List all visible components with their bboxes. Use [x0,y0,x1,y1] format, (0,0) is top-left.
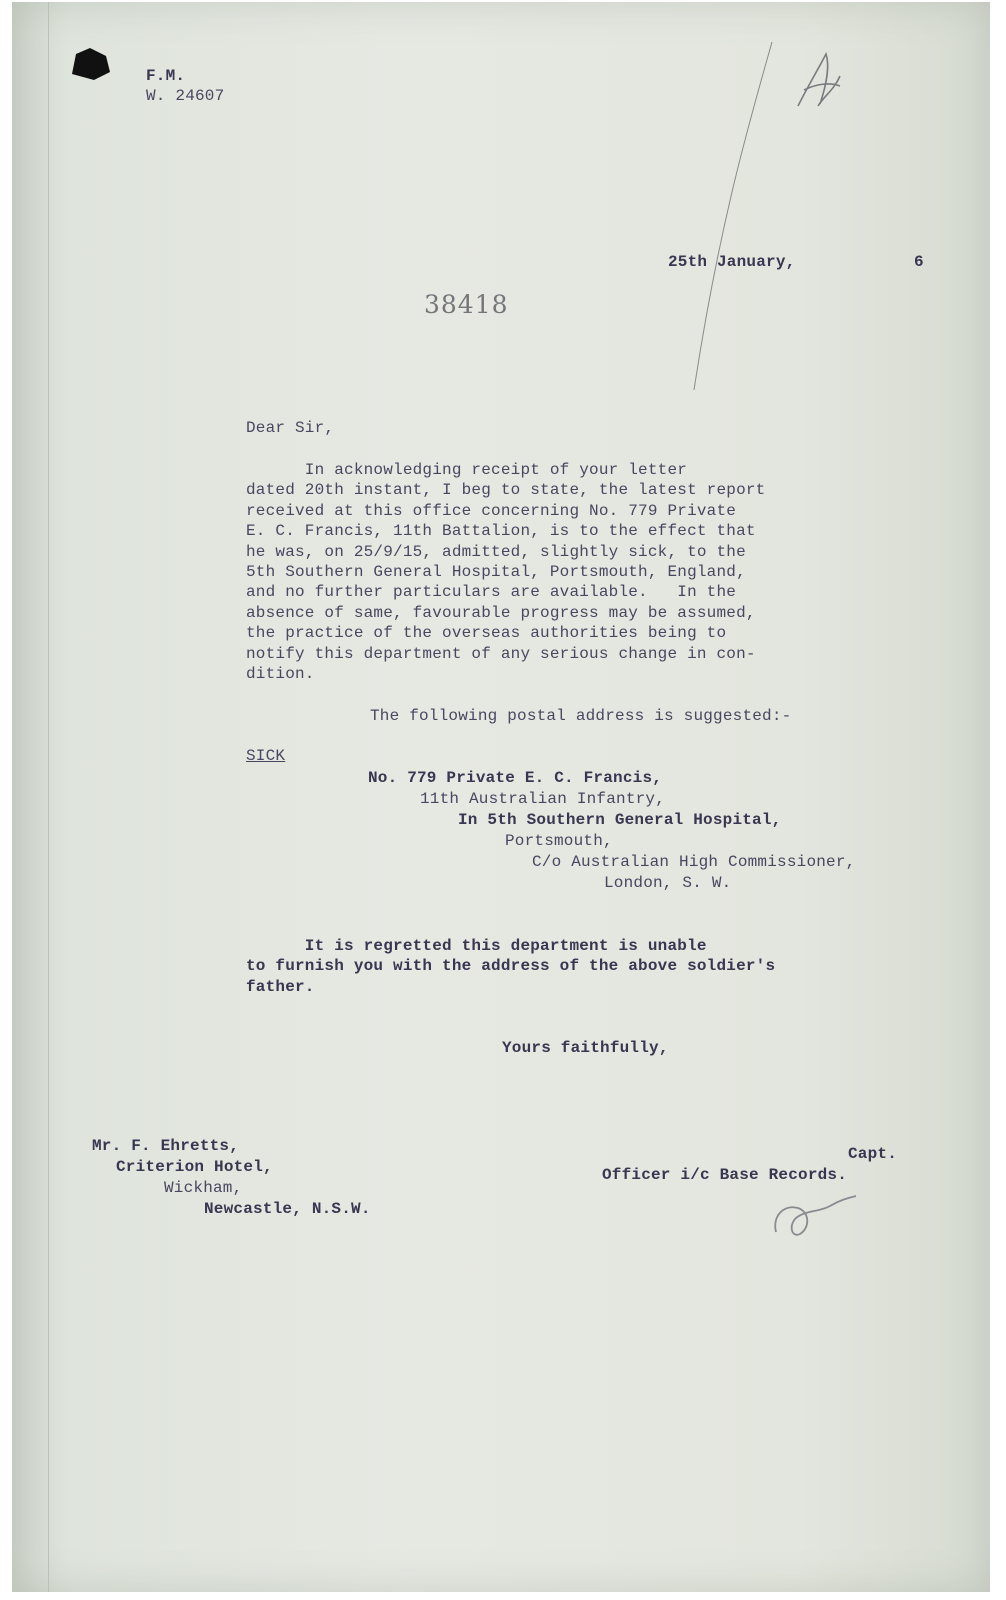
recipient-line-3: Wickham, [164,1179,243,1197]
recipient-line-1: Mr. F. Ehretts, [92,1137,240,1155]
reference-line-1: F.M. [146,67,186,85]
margin-note-sick: SICK [246,747,286,765]
signature-scribble-mark [770,1192,860,1242]
address-line-6: London, S. W. [604,874,732,892]
address-line-1: No. 779 Private E. C. Francis, [368,769,663,787]
page-fold-line [48,2,49,1592]
reference-line-2: W. 24607 [146,87,225,105]
address-line-5: C/o Australian High Commissioner, [532,853,856,871]
stamp-number: 38418 [424,290,509,319]
pencil-initial-mark [790,46,850,116]
recipient-line-2: Criterion Hotel, [116,1158,273,1176]
letter-date: 25th January, [668,253,796,271]
address-intro: The following postal address is suggested:- [370,707,792,725]
ink-blot-mark [70,44,112,84]
pencil-stroke-mark [690,40,780,400]
salutation: Dear Sir, [246,419,335,437]
closing: Yours faithfully, [502,1039,669,1057]
address-line-2: 11th Australian Infantry, [420,790,666,808]
address-line-3: In 5th Southern General Hospital, [458,811,782,829]
address-line-4: Portsmouth, [505,832,613,850]
regret-paragraph: It is regretted this department is unable to furnish you with the address of the above soldier's father. [246,937,776,996]
body-paragraph: In acknowledging receipt of your letter dated 20th instant, I beg to state, the latest report received at this office concerning No. 779 Private E. C. Francis, 11th Battalion, is to the effect that he was, on 25/9/15, admitted, slightly sick, to the 5th Southern General Hospital, Portsmouth, England, and no further particulars are available. In the absence of same, favourable progress may be assumed, the practice of the overseas authorities being to notify this department of any serious change in con- dition. [246,461,766,684]
signatory-rank: Capt. [848,1145,898,1163]
letter-date-suffix: 6 [914,253,924,271]
signatory-title: Officer i/c Base Records. [602,1166,848,1184]
recipient-line-4: Newcastle, N.S.W. [204,1200,371,1218]
